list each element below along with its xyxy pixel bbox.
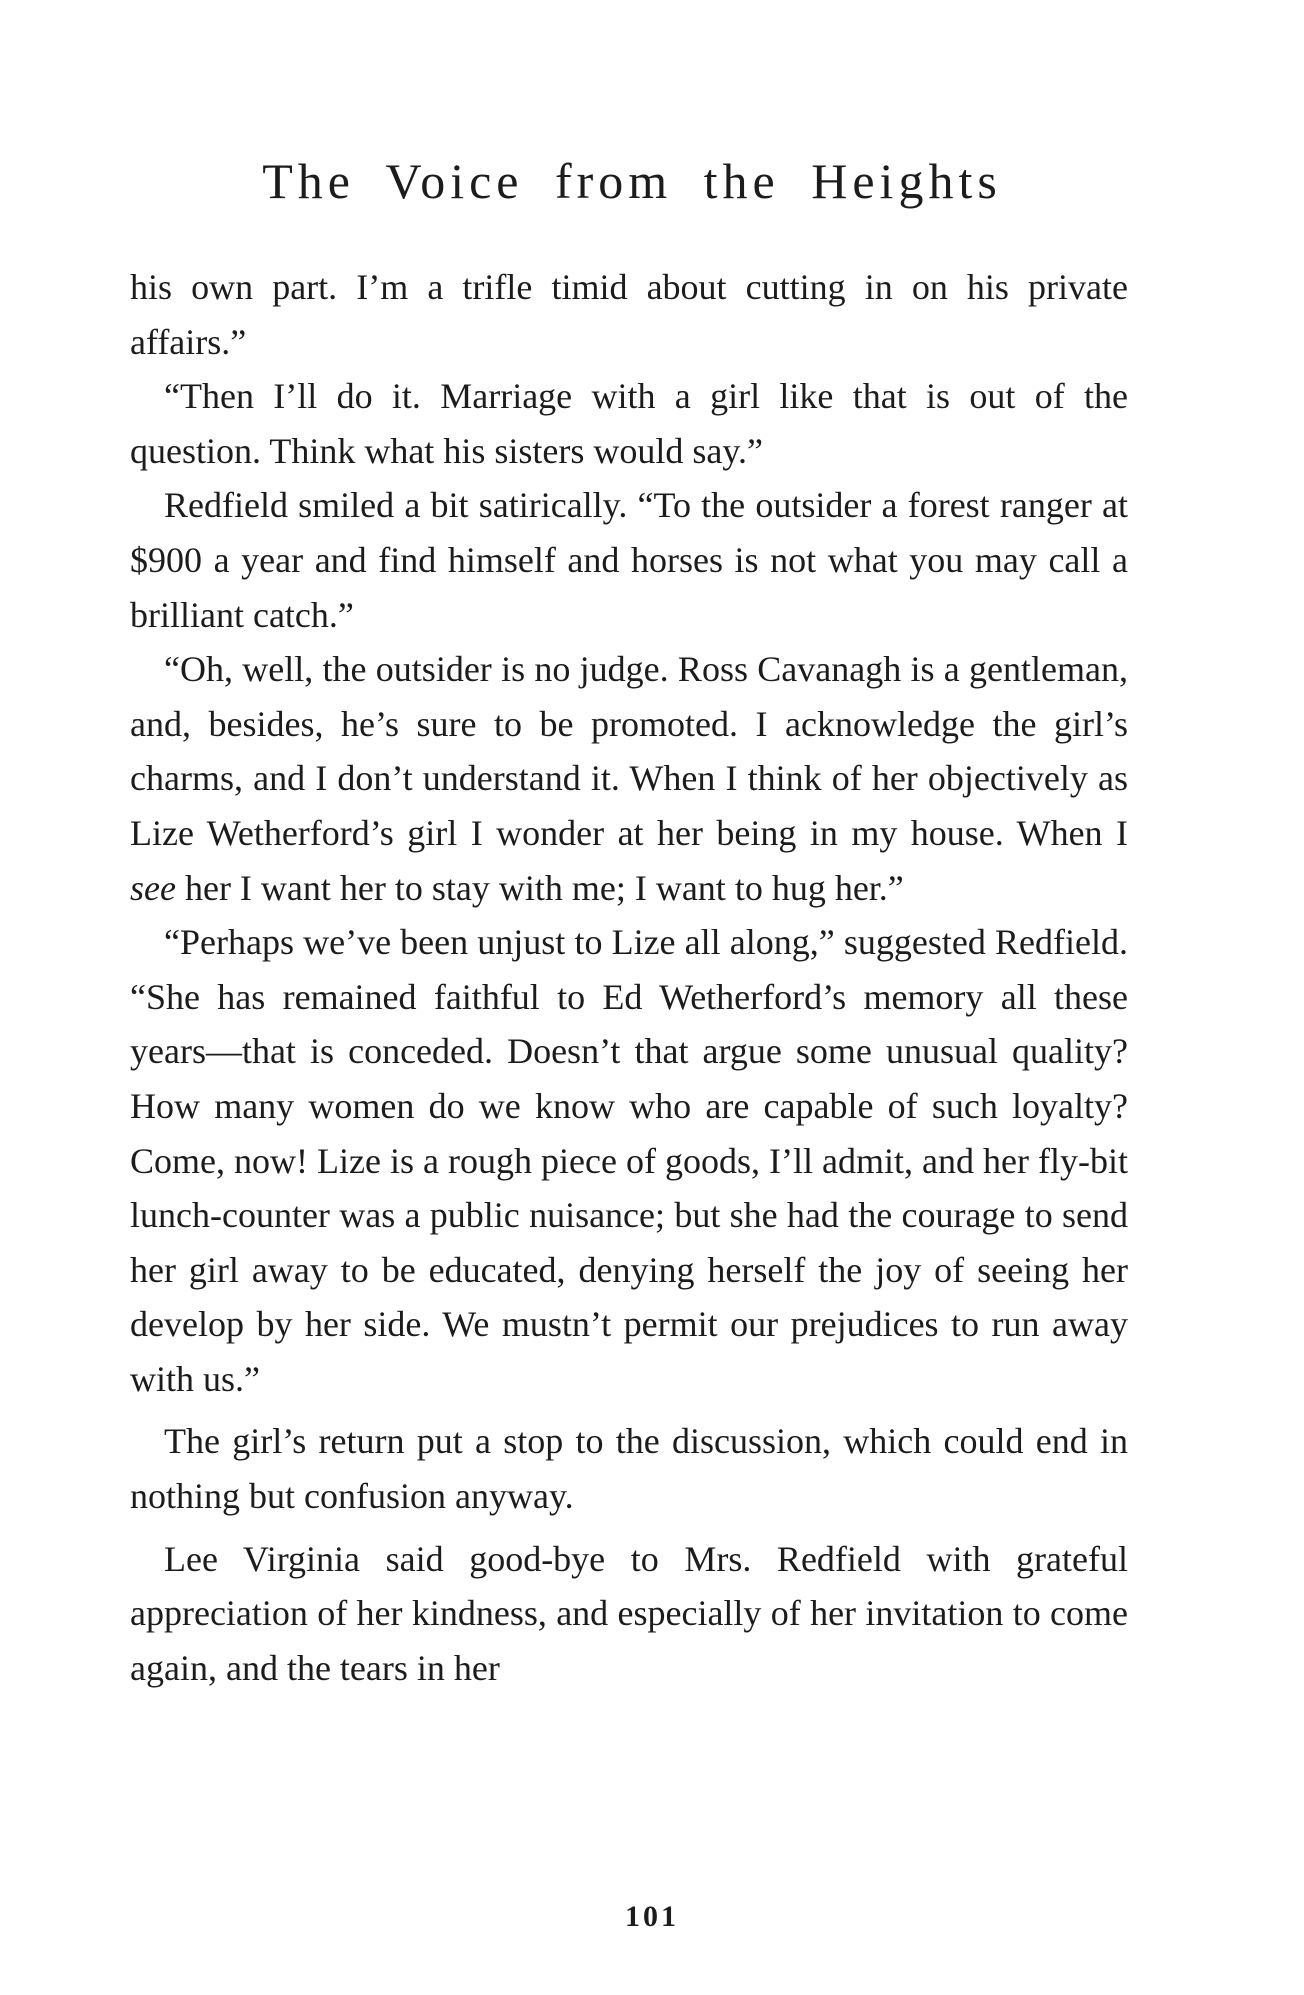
paragraph-7: Lee Virginia said good-bye to Mrs. Redfield with grateful appreciation of her kindness, and especially of her invitation to come again, and the tears in her	[130, 1538, 1128, 1688]
paragraph-2: “Then I’ll do it. Marriage with a girl like that is out of the question. Think what his sisters would say.”	[130, 376, 1128, 471]
paragraph-4-tail: her I want her to stay with me; I want to hug her.”	[175, 867, 904, 908]
paragraph-4-lead: “Oh, well, the outsider is no judge. Ross Cavanagh is a gentleman, and, besides, he’s sure to be promoted. I acknowledge the girl’s charms, and I don’t understand it. When I think of her objectively as Lize Wetherford’s girl I wonder at her being in my house. When I	[130, 649, 1128, 853]
paragraph-6: The girl’s return put a stop to the discussion, which could end in nothing but confusion anyway.	[130, 1421, 1128, 1517]
running-head-title: The Voice from the Heights	[262, 153, 1002, 209]
body-text	[130, 260, 1128, 1695]
paragraph-1: his own part. I’m a trifle timid about cutting in on his private affairs.”	[130, 267, 1128, 362]
paragraph-5: “Perhaps we’ve been unjust to Lize all along,” suggested Redfield. “She has remained faithful to Ed Wetherford’s memory all these years—that is conceded. Doesn’t that argue some unusual quality? How many women do we know who are capable of such loyalty? Come, now! Lize is a rough piece of goods, I’ll admit, and her fly-bit lunch-counter was a public nuisance; but she had the courage to send her girl away to be educated, denying herself the joy of seeing her develop by her side. We mustn’t permit our prejudices to run away with us.”	[130, 922, 1128, 1399]
page-number: 101	[625, 1900, 679, 1933]
paragraph-3: Redfield smiled a bit satirically. “To the outsider a forest ranger at $900 a year and find himself and horses is not what you may call a brilliant catch.”	[130, 485, 1128, 635]
paragraph-4	[130, 642, 1128, 915]
paragraph-4-emphasis: see	[130, 867, 176, 908]
